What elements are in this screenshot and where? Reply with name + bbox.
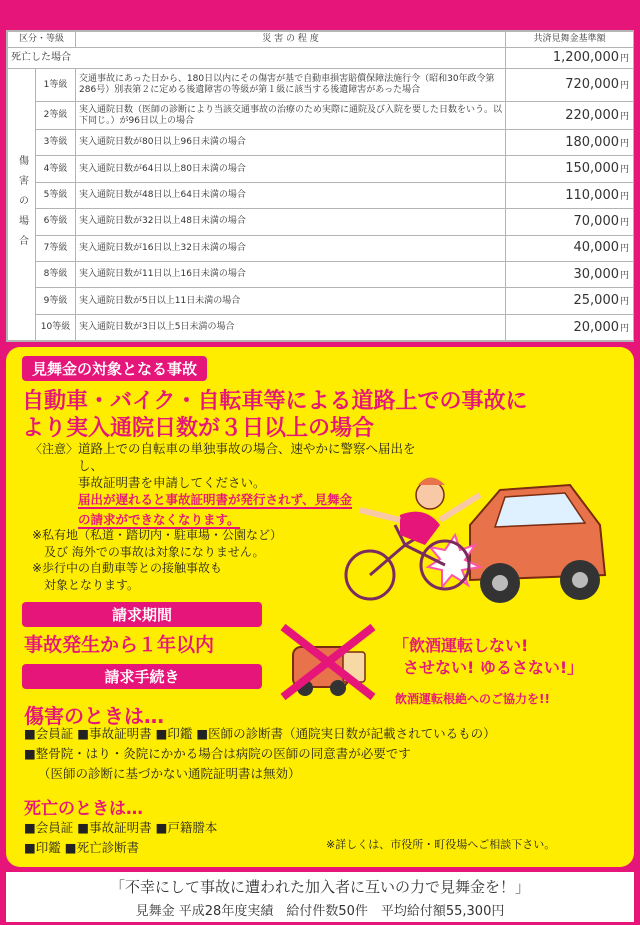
- amount-cell: 20,000円: [506, 314, 634, 340]
- note-line: 対象となります。: [44, 577, 140, 592]
- headline-line: より実入通院日数が３日以上の場合: [22, 416, 375, 441]
- grade-cell: 3等級: [36, 130, 76, 156]
- amount-cell: 40,000円: [506, 235, 634, 261]
- footer-slogan: 「不幸にして事故に遭われた加入者に互いの力で見舞金を！」: [109, 878, 530, 896]
- grade-cell: 1等級: [36, 69, 76, 102]
- grade-cell: 7等級: [36, 235, 76, 261]
- desc-cell: 実入通院日数が5日以上11日未満の場合: [76, 288, 506, 314]
- target-headline: [22, 388, 622, 442]
- grade-cell: 4等級: [36, 156, 76, 182]
- amount-cell: 110,000円: [506, 182, 634, 208]
- bicycle-accident-illustration: [330, 455, 610, 620]
- header-amount: 共済見舞金基準額: [506, 32, 634, 48]
- desc-cell: 実入通院日数が48日以上64日未満の場合: [76, 182, 506, 208]
- footer-box: [6, 872, 634, 922]
- note-line: 道路上での自転車の単独事故の場合、速やかに警察へ届出をし、: [78, 441, 416, 473]
- grade-cell: 5等級: [36, 182, 76, 208]
- injury-documents: [24, 724, 624, 784]
- death-heading: 死亡のときは…: [24, 799, 143, 819]
- amount-cell: 220,000円: [506, 102, 634, 130]
- desc-cell: 実入通院日数が32日以上48日未満の場合: [76, 209, 506, 235]
- desc-cell: 交通事故にあった日から、180日以内にその傷害が基で自動車損害賠償保障法施行令（昭和30年政令第286号）別表第２に定める後遺障害の等級が第１級に該当する後遺障害があった場合: [76, 69, 506, 102]
- table-header-row: [8, 32, 634, 48]
- death-label: 死亡した場合: [8, 48, 506, 69]
- amount-cell: 180,000円: [506, 130, 634, 156]
- document-line: ■印鑑 ■死亡診断書: [24, 840, 140, 855]
- injury-heading: 傷害のときは…: [24, 704, 164, 728]
- injury-label: 傷害の場合: [8, 69, 36, 341]
- amount-cell: 30,000円: [506, 261, 634, 287]
- document-line: ■整骨院・はり・灸院にかかる場合は病院の医師の同意書が必要です: [24, 746, 411, 761]
- document-line: ■会員証 ■事故証明書 ■戸籍謄本: [24, 820, 218, 835]
- slogan-line: 「飲酒運転しない!: [393, 636, 529, 655]
- car-icon: [470, 485, 605, 603]
- amount-cell: 150,000円: [506, 156, 634, 182]
- period-label: 請求期間: [22, 602, 262, 627]
- desc-cell: 実入通院日数が80日以上96日未満の場合: [76, 130, 506, 156]
- document-line: ■会員証 ■事故証明書 ■印鑑 ■医師の診断書（通院実日数が記載されているもの）: [24, 726, 496, 741]
- note-tag: 〈注意〉: [30, 442, 79, 456]
- desc-cell: 実入通院日数が3日以上5日未満の場合: [76, 314, 506, 340]
- table-row: [8, 261, 634, 287]
- desc-cell: 実入通院日数が16日以上32日未満の場合: [76, 235, 506, 261]
- procedure-label: 請求手続き: [22, 664, 262, 689]
- note-line: 事故証明書を申請してください。: [78, 475, 266, 490]
- grade-cell: 10等級: [36, 314, 76, 340]
- amount-cell: 720,000円: [506, 69, 634, 102]
- grade-cell: 6等級: [36, 209, 76, 235]
- slogan: [393, 635, 583, 679]
- table-row: [8, 182, 634, 208]
- table-row: [8, 102, 634, 130]
- note-line: ※歩行中の自動車等との接触事故も: [32, 561, 223, 575]
- slogan-line: させない! ゆるさない!」: [403, 658, 584, 677]
- warning-line: 届出が遅れると事故証明書が発行されず、見舞金: [78, 492, 353, 507]
- grade-cell: 2等級: [36, 102, 76, 130]
- table-row: [8, 156, 634, 182]
- header-degree: 災 害 の 程 度: [76, 32, 506, 48]
- amount-cell: 70,000円: [506, 209, 634, 235]
- cyclist-icon: [360, 478, 480, 546]
- headline-line: 自動車・バイク・自転車等による道路上での事故に: [22, 389, 528, 414]
- header-grade: 区分・等級: [8, 32, 76, 48]
- target-label: 見舞金の対象となる事故: [22, 356, 207, 381]
- amount-cell: 25,000円: [506, 288, 634, 314]
- table-row: [8, 130, 634, 156]
- note-line: ※私有地（私道・踏切内・駐車場・公園など）: [32, 528, 283, 542]
- no-drunk-driving-icon: [273, 622, 383, 702]
- death-documents: [24, 818, 324, 858]
- grade-cell: 8等級: [36, 261, 76, 287]
- table-row: [8, 314, 634, 340]
- table-row: [8, 235, 634, 261]
- desc-cell: 実入通院日数が64日以上80日未満の場合: [76, 156, 506, 182]
- exclusion-notes: [32, 527, 332, 593]
- table-row: [8, 209, 634, 235]
- consult-note: ※詳しくは、市役所・町役場へご相談下さい。: [326, 838, 556, 851]
- death-amount: 1,200,000円: [506, 48, 634, 69]
- footer-stats: 見舞金 平成28年度実績 給付件数50件 平均給付額55,300円: [135, 904, 505, 919]
- slogan-sub: 飲酒運転根絶へのご協力を!!: [395, 692, 550, 706]
- note-line: 及び 海外での事故は対象になりません。: [44, 544, 265, 559]
- table-row: [8, 288, 634, 314]
- warning-line: の請求ができなくなります。: [78, 512, 240, 527]
- table-row-death: [8, 48, 634, 69]
- document-line: （医師の診断に基づかない通院証明書は無効）: [38, 766, 301, 781]
- benefit-table: [6, 30, 634, 342]
- desc-cell: 実入通院日数が11日以上16日未満の場合: [76, 261, 506, 287]
- table-row: [8, 69, 634, 102]
- period-value: 事故発生から１年以内: [24, 634, 215, 656]
- desc-cell: 実入通院日数（医師の診断により当該交通事故の治療のため実際に通院及び入院を要した日数をいう。以下同じ。）が96日以上の場合: [76, 102, 506, 130]
- grade-cell: 9等級: [36, 288, 76, 314]
